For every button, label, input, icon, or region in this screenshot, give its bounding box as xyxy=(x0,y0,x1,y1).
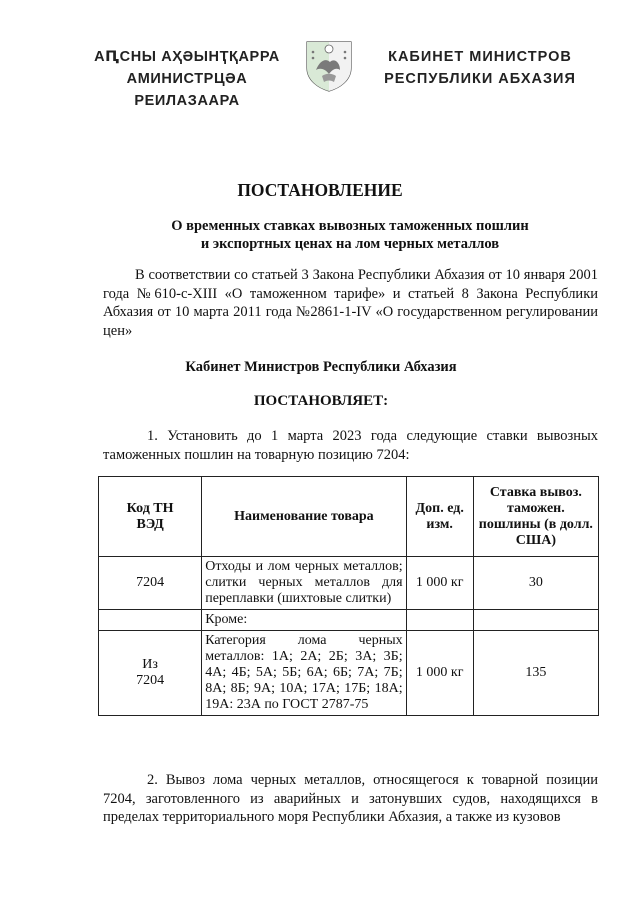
preamble-text: В соответствии со статьей 3 Закона Республики Абхазия от 10 января 2001 года №610-с-XIII «О таможенном тарифе» и статьей 8 Закона Республики Абхазия от 10 марта 2011 года №2861-1-IV «О государственном регулировании цен» xyxy=(103,267,598,339)
header-right-line1: КАБИНЕТ МИНИСТРОВ xyxy=(388,49,572,65)
ministry-name-abkhaz xyxy=(82,46,292,112)
header-code: Код ТН ВЭД xyxy=(99,477,202,557)
header-rate: Ставка вывоз. таможен. пошлины (в долл. США) xyxy=(473,477,598,557)
clause-2: 2. Вывоз лома черных металлов, относящегося к товарной позиции 7204, заготовленного из аварийных и затонувших судов, находящихся в пределах территориального моря Республики Абхазия, а также из кузовов xyxy=(103,772,598,825)
cell-unit xyxy=(406,610,473,631)
cabinet-name-russian xyxy=(380,46,580,90)
cell-unit: 1 000 кг xyxy=(406,557,473,610)
cell-unit: 1 000 кг xyxy=(406,631,473,716)
table-header-row xyxy=(99,477,599,557)
cell-name: Отходы и лом черных металлов; слитки черных металлов для переплавки (шихтовые слитки) xyxy=(202,557,406,610)
cell-code: Из 7204 xyxy=(99,631,202,716)
document-subtitle xyxy=(120,217,580,253)
resolves-heading: ПОСТАНОВЛЯЕТ: xyxy=(253,393,389,409)
table-row xyxy=(99,610,599,631)
header-name: Наименование товара xyxy=(202,477,406,557)
header-left-line2: АМИНИСТРЦӘА РЕИЛАЗААРА xyxy=(126,71,248,109)
export-duty-table xyxy=(98,476,599,716)
cell-rate: 30 xyxy=(473,557,598,610)
table-row xyxy=(99,631,599,716)
header-unit: Доп. ед. изм. xyxy=(406,477,473,557)
table-row xyxy=(99,557,599,610)
header-left-line1: АԤСНЫ АҲӘЫНҬҚАРРА xyxy=(94,49,280,65)
cell-code: 7204 xyxy=(99,557,202,610)
cell-name: Кроме: xyxy=(202,610,406,631)
header-right-line2: РЕСПУБЛИКИ АБХАЗИЯ xyxy=(384,71,576,87)
preamble-paragraph xyxy=(103,266,598,340)
clause-1: 1. Установить до 1 марта 2023 года следующие ставки вывозных таможенных пошлин на товарную позицию 7204: xyxy=(103,428,598,463)
document-title: ПОСТАНОВЛЕНИЕ xyxy=(237,180,403,200)
cell-name: Категория лома черных металлов: 1А; 2А; 2Б; 3А; 3Б; 4А; 4Б; 5А; 5Б; 6А; 6Б; 7А; 7Б; 8А; 8Б; 9А; 10А; 17А; 17Б; 18А; 19А: 23А по ГОСТ 2787-75 xyxy=(202,631,406,716)
coat-of-arms-emblem xyxy=(304,40,354,92)
subtitle-line2: и экспортных ценах на лом черных металлов xyxy=(200,236,500,252)
cell-rate: 135 xyxy=(473,631,598,716)
cell-code xyxy=(99,610,202,631)
issuer-line: Кабинет Министров Республики Абхазия xyxy=(185,359,457,375)
subtitle-line1: О временных ставках вывозных таможенных пошлин xyxy=(171,218,529,234)
cell-rate xyxy=(473,610,598,631)
